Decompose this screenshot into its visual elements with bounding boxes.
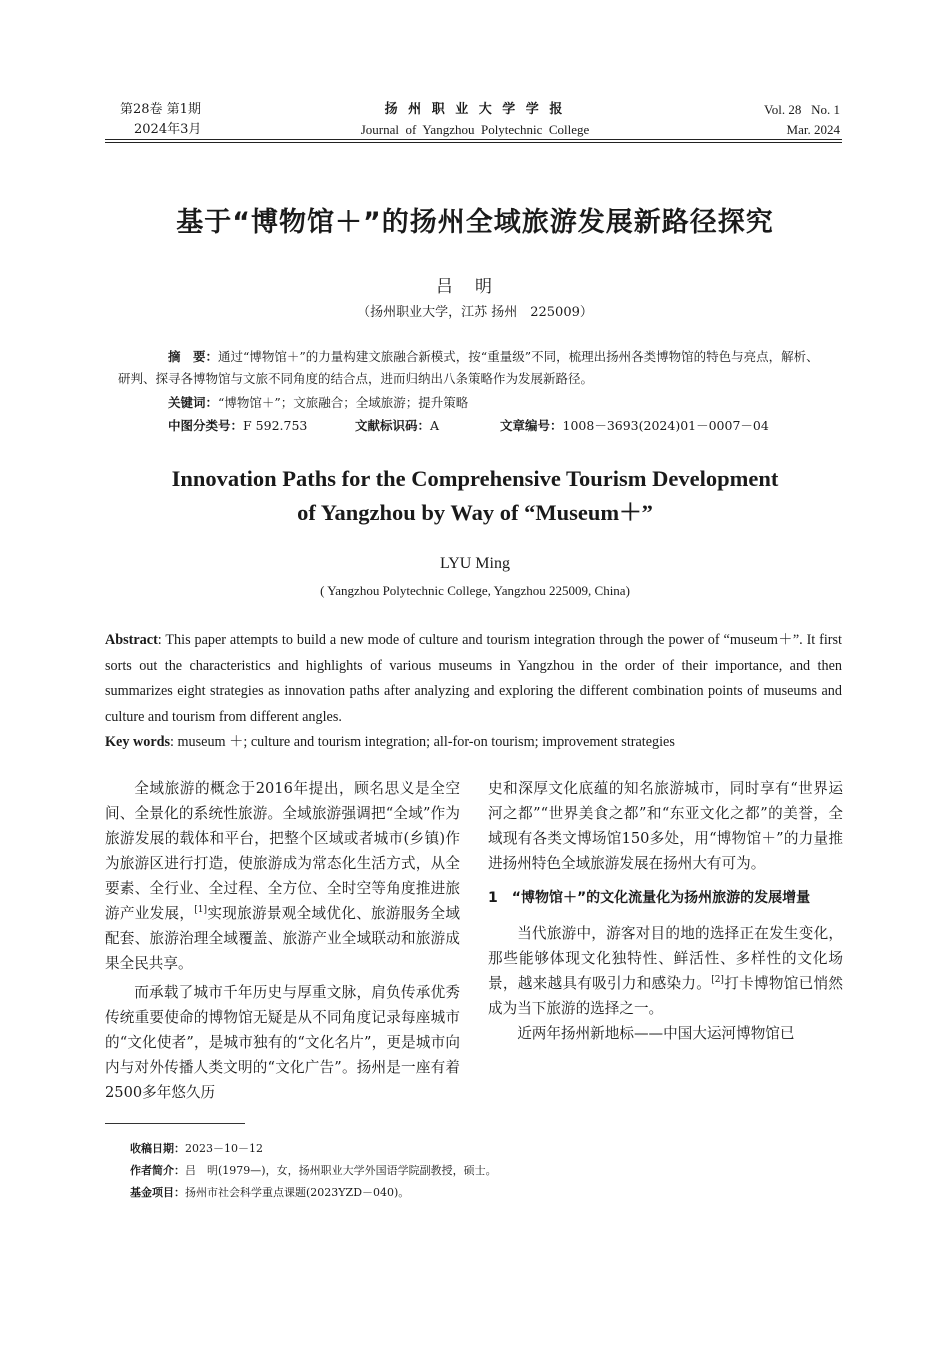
header-rule [105, 139, 842, 140]
paper-title-cn: 基于“博物馆＋”的扬州全域旅游发展新路径探究 [176, 207, 774, 238]
keywords-cn [118, 392, 880, 414]
keywords-cn-text: “博物馆＋”；文旅融合；全域旅游；提升策略 [218, 395, 469, 410]
abstract-en-text: : This paper attempts to build a new mode of culture and tourism integration through the power of “museum＋”. It first sorts out the characteristics and highlights of various museums in Yangzhou in the order of their importance, and then summarizes eight strategies as innovation paths after analyzing and exploring the different combination points of museums and culture and tourism from different angles. [105, 632, 842, 725]
footnote-received: 收稿日期：2023－10－12 [130, 1142, 263, 1155]
clc-code: 中图分类号：F 592.753 [168, 418, 308, 433]
body-paragraph: 而承载了城市千年历史与厚重文脉，肩负传承优秀传统重要使命的博物馆无疑是从不同角度记录每座城市的“文化使者”，是城市独有的“文化名片”，更是城市向内与对外传播人类文明的“文化广告”。扬州是一座有着2500多年悠久历 [105, 984, 460, 1101]
title-en-line2: of Yangzhou by Way of “Museum＋” [297, 500, 653, 525]
keywords-en-text: : museum ＋; culture and tourism integration; all-for-on tourism; improvement strategies [170, 734, 675, 750]
body-paragraph: 全域旅游的概念于2016年提出，顾名思义是全空间、全景化的系统性旅游。全域旅游强调把“全域”作为旅游发展的载体和平台，把整个区域或者城市(乡镇)作为旅游区进行打造，使旅游成为常态化生活方式，从全要素、全行业、全过程、全方位、全时空等角度推进旅游产业发展，[1]实现旅游景观全域优化、旅游服务全域配套、旅游治理全域覆盖、旅游产业全域联动和旅游成果全民共享。 [105, 780, 460, 972]
header-volume-issue [120, 100, 201, 140]
abstract-cn-text: 通过“博物馆＋”的力量构建文旅融合新模式，按“重量级”不同，梳理出扬州各类博物馆的特色与亮点，解析、研判、探寻各博物馆与文旅不同角度的结合点，进而归纳出八条策略作为发展新路径。 [118, 349, 819, 386]
date-en: Mar. 2024 [786, 122, 840, 137]
keywords-en [105, 731, 865, 753]
abstract-en [105, 628, 842, 730]
article-number: 文章编号：1008－3693(2024)01－0007－04 [500, 418, 769, 433]
footnote-author: 作者简介：吕 明(1979—)，女，扬州职业大学外国语学院副教授，硕士。 [130, 1164, 497, 1177]
document-code: 文献标识码：A [355, 418, 440, 433]
citation-ref: [2] [711, 975, 724, 986]
body-paragraph: 史和深厚文化底蕴的知名旅游城市，同时享有“世界运河之都”“世界美食之都”和“东亚文化之都”的美誉，全域现有各类文博场馆150多处，用“博物馆＋”的力量推进扬州特色全域旅游发展在扬州大有可为。 [488, 780, 843, 872]
body-column-left [105, 776, 460, 1105]
body-paragraph: 当代旅游中，游客对目的地的选择正在发生变化，那些能够体现文化独特性、鲜活性、多样性的文化场景，越来越具有吸引力和感染力。[2]打卡博物馆已悄然成为当下旅游的选择之一。 [488, 925, 843, 1017]
author-cn: 吕明 [436, 277, 514, 297]
citation-ref: [1] [194, 905, 208, 916]
volume-cn: 第28卷 第1期 [120, 102, 201, 117]
abstract-en-label: Abstract [105, 632, 158, 648]
keywords-cn-label: 关键词： [168, 395, 219, 410]
body-paragraph: 近两年扬州新地标——中国大运河博物馆已 [517, 1025, 795, 1042]
footnote-fund: 基金项目：扬州市社会科学重点课题(2023YZD－040)。 [130, 1186, 410, 1199]
date-cn: 2024年3月 [134, 122, 202, 137]
journal-name-cn: 扬 州 职 业 大 学 学 报 [384, 102, 566, 117]
section-heading: 1 “博物馆＋”的文化流量化为扬州旅游的发展增量 [488, 890, 811, 906]
affiliation-cn: （扬州职业大学，江苏 扬州 225009） [357, 305, 593, 320]
footnotes [130, 1138, 850, 1204]
header-volume-en [764, 100, 840, 140]
header-rule-thin [105, 142, 842, 143]
body-column-right [488, 776, 843, 1046]
title-en-line1: Innovation Paths for the Comprehensive Tourism Development [171, 466, 779, 491]
keywords-en-label: Key words [105, 734, 171, 750]
affiliation-en: ( Yangzhou Polytechnic College, Yangzhou 225009, China) [320, 583, 630, 598]
abstract-cn-label: 摘 要： [168, 349, 219, 364]
author-en: LYU Ming [440, 555, 510, 572]
abstract-cn [118, 346, 830, 390]
header-journal [300, 100, 650, 140]
paper-title-en [0, 462, 950, 530]
journal-name-en: Journal of Yangzhou Polytechnic College [360, 122, 590, 137]
footnote-rule [105, 1123, 245, 1124]
volume-en: Vol. 28 No. 1 [764, 102, 840, 117]
